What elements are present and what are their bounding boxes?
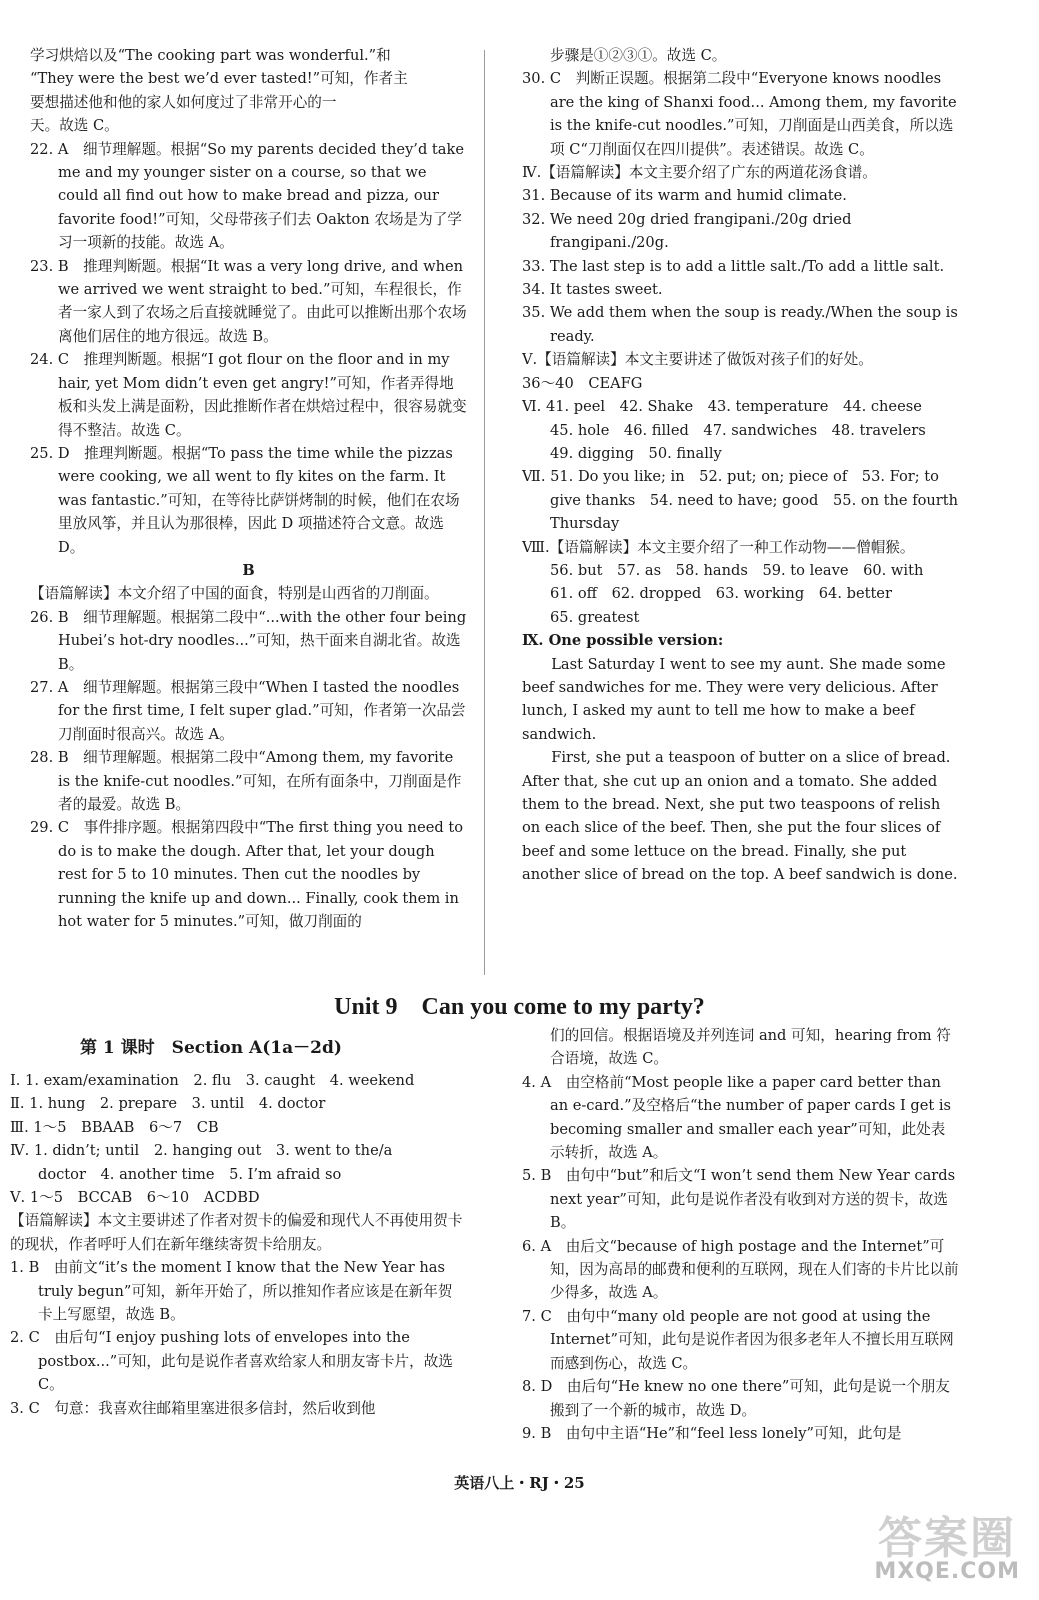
answer-3: 3. C 句意：我喜欢往邮箱里塞进很多信封，然后收到他 (10, 1399, 376, 1417)
text-line: 天。故选 C。 (30, 117, 119, 135)
answer-4: 4. A 由空格前“Most people like a paper card better than an e-card.”及空格后“the number of paper cards I get is becoming smaller and smaller each year”可知，此处表示转折，故选 A。 (522, 1073, 952, 1162)
section-b-heading: B (242, 561, 255, 579)
answer-7: 7. C 由句中“many old people are not good at using the Internet”可知，此句是说作者因为很多老年人不擅长用互联网而感到伤心，故选 C。 (522, 1307, 954, 1372)
section-8-line: 61. off 62. dropped 63. working 64. better (550, 585, 892, 603)
essay-paragraph: Last Saturday I went to see my aunt. She made some beef sandwiches for me. They were very delicious. After lunch, I asked my aunt to tell me how to make a beef sandwich. (522, 655, 946, 743)
answer-33: 33. The last step is to add a little salt./To add a little salt. (522, 257, 945, 275)
page-footer: 英语八上・RJ・25 (454, 1474, 585, 1492)
answer-25: 25. D 推理判断题。根据“To pass the time while the pizzas were cooking, we all went to fly kites on the farm. It was fantastic.”可知，在等待比萨饼烤制的时候，他们在农场里放风筝，并且认为那很棒，因此 D 项描述符合文意。故选 D。 (30, 444, 460, 556)
lesson-title: 第 1 课时 Section A(1a－2d) (80, 1038, 342, 1058)
answer-6: 6. A 由后文“because of high postage and the Internet”可知，因为高昂的邮费和便利的互联网，现在人们寄的卡片比以前少得多，故选 A。 (522, 1237, 959, 1302)
answer-22: 22. A 细节理解题。根据“So my parents decided they’d take me and my younger sister on a course, so that we could all find out how to make bread and pizza, our favorite food!”可知，父母带孩子们去 Oakton 农场是为了学习一项新的技能。故选 A。 (30, 140, 464, 252)
section-6-line: 45. hole 46. filled 47. sandwiches 48. travelers (550, 421, 926, 439)
section-8-line: 56. but 57. as 58. hands 59. to leave 60. with (550, 561, 924, 579)
section-line: Ⅲ. 1～5 BBAAB 6～7 CB (10, 1118, 219, 1136)
answer-30: 30. C 判断正误题。根据第二段中“Everyone knows noodles are the king of Shanxi food... Among them, my favorite is the knife-cut noodles.”可知，刀削面是山西美食，所以选项 C“刀削面仅在四川提供”。表述错误。故选 C。 (522, 70, 957, 158)
section-line: doctor 4. another time 5. I’m afraid so (38, 1165, 342, 1183)
answer-23: 23. B 推理判断题。根据“It was a very long drive, and when we arrived we went straight to bed.”可知，车程很长，作者一家人到了农场之后直接就睡觉了。由此可以推断出那个农场离他们居住的地方很远。故选 B。 (30, 257, 467, 345)
answer-24: 24. C 推理判断题。根据“I got flour on the floor and in my hair, yet Mom didn’t even get angry!”可知，作者弄得地板和头发上满是面粉，因此推断作者在烘焙过程中，很容易就变得不整洁。故选 C。 (30, 351, 467, 439)
section-6-line: 49. digging 50. finally (550, 444, 722, 462)
text-line: 要想描述他和他的家人如何度过了非常开心的一 (30, 93, 337, 111)
answer-3-continued: 们的回信。根据语境及并列连词 and 可知，hearing from 符合语境，故选 C。 (550, 1027, 951, 1068)
right-column-bottom (522, 1024, 959, 1445)
section-7: Ⅶ. 51. Do you like; in 52. put; on; piece of 53. For; to give thanks 54. need to have; good 55. on the fourth Thursday (522, 468, 959, 533)
text-line: “They were the best we’d ever tasted!”可知，作者主 (30, 70, 408, 88)
watermark-text: 答案圈 (878, 1513, 1016, 1564)
answer-36-40: 36～40 CEAFG (522, 374, 643, 392)
watermark-logo (845, 1496, 1030, 1596)
answer-28: 28. B 细节理解题。根据第二段中“Among them, my favorite is the knife-cut noodles.”可知，在所有面条中，刀削面是作者的最爱。故选 B。 (30, 749, 462, 813)
left-column-bottom (10, 1035, 466, 1420)
answer-29: 29. C 事件排序题。根据第四段中“The first thing you need to do is to make the dough. After that, let your dough rest for 5 to 10 minutes. Then cut the noodles by running the knife up and down... Finally, cook them in hot water for 5 minutes.”可知，做刀削面的 (30, 819, 463, 931)
answer-29-continued: 步骤是①②③①。故选 C。 (550, 47, 727, 64)
answer-5: 5. B 由句中“but”和后文“I won’t send them New Year cards next year”可知，此句是说作者没有收到对方送的贺卡，故选 B。 (522, 1167, 956, 1232)
text-line: 学习烘焙以及“The cooking part was wonderful.”和 (30, 47, 391, 64)
left-column-top (30, 44, 467, 933)
essay-paragraph: First, she put a teaspoon of butter on a slice of bread. After that, she cut up an onion and a tomato. She added them to the bread. Next, she put two teaspoons of relish on each slice of the beef. Then, she put the four slices of beef and some lettuce on the bread. Finally, she put another slice of bread on the top. A beef sandwich is done. (522, 749, 958, 884)
watermark-url: MXQE.COM (874, 1559, 1020, 1584)
answer-26: 26. B 细节理解题。根据第二段中“...with the other four being Hubei’s hot-dry noodles...”可知，热干面来自湖北省。故选 B。 (30, 608, 467, 673)
discourse-note: 【语篇解读】本文主要讲述了作者对贺卡的偏爱和现代人不再使用贺卡的现状，作者呼吁人们在新年继续寄贺卡给朋友。 (10, 1212, 463, 1253)
unit-title: Unit 9 Can you come to my party? (334, 994, 705, 1020)
section-line: Ⅰ. 1. exam/examination 2. flu 3. caught 4. weekend (10, 1072, 415, 1089)
column-divider (484, 50, 485, 975)
discourse-note: 【语篇解读】本文介绍了中国的面食，特别是山西省的刀削面。 (30, 585, 439, 603)
answer-27: 27. A 细节理解题。根据第三段中“When I tasted the noodles for the first time, I felt super glad.”可知，作者第一次品尝刀削面时很高兴。故选 A。 (30, 678, 466, 743)
section-line: Ⅴ. 1～5 BCCAB 6～10 ACDBD (10, 1189, 260, 1207)
section-5-note: Ⅴ.【语篇解读】本文主要讲述了做饭对孩子们的好处。 (522, 351, 873, 369)
right-column-top (522, 44, 959, 887)
answer-2: 2. C 由后句“I enjoy pushing lots of envelopes into the postbox...”可知，此句是说作者喜欢给家人和朋友寄卡片，故选 C。 (10, 1329, 453, 1394)
answer-32: 32. We need 20g dried frangipani./20g dried frangipani./20g. (522, 210, 852, 252)
section-6-line: Ⅵ. 41. peel 42. Shake 43. temperature 44. cheese (522, 398, 922, 416)
answer-31: 31. Because of its warm and humid climate. (522, 187, 847, 205)
answer-1: 1. B 由前文“it’s the moment I know that the New Year has truly begun”可知，新年开始了，所以推知作者应该是在新年贺卡上写愿望，故选 B。 (10, 1259, 453, 1324)
section-9-heading: Ⅸ. One possible version: (522, 632, 724, 650)
section-line: Ⅳ. 1. didn’t; until 2. hanging out 3. went to the/a (10, 1142, 393, 1160)
answer-35: 35. We add them when the soup is ready./When the soup is ready. (522, 304, 958, 345)
section-line: Ⅱ. 1. hung 2. prepare 3. until 4. doctor (10, 1095, 326, 1113)
answer-34: 34. It tastes sweet. (522, 281, 663, 299)
section-8-line: 65. greatest (550, 608, 640, 626)
section-4-note: Ⅳ.【语篇解读】本文主要介绍了广东的两道花汤食谱。 (522, 164, 877, 182)
answer-9: 9. B 由句中主语“He”和“feel less lonely”可知，此句是 (522, 1424, 902, 1442)
answer-8: 8. D 由后句“He knew no one there”可知，此句是说一个朋友搬到了一个新的城市，故选 D。 (522, 1378, 950, 1419)
section-8-note: Ⅷ.【语篇解读】本文主要介绍了一种工作动物——僧帽猴。 (522, 538, 915, 556)
